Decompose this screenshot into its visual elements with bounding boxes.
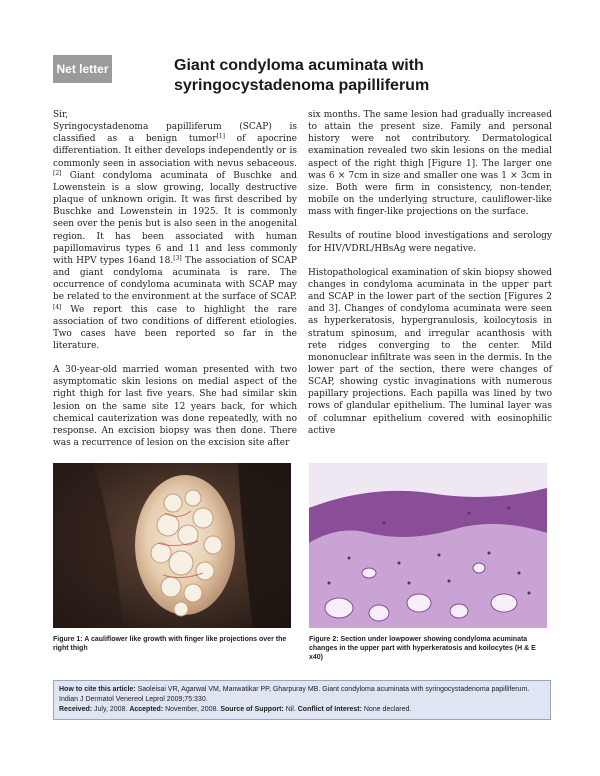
figure-2-caption: Figure 2: Section under lowpower showing condyloma acuminata changes in the upper part with hyperkeratosis and koilocytes (H & E x40) (309, 636, 536, 661)
support-label: Source of Support: (220, 706, 284, 713)
salutation: Sir, (53, 110, 69, 120)
received-date: July, 2008. (92, 706, 130, 713)
conflict-label: Conflict of Interest: (297, 706, 362, 713)
figure-2-histology (309, 463, 547, 628)
intro-text-e: We report this case to highlight the rare association of two conditions of different etiologies. Two cases have been reported so far in the literature. (53, 304, 297, 351)
labs-paragraph: Results of routine blood investigations and serology for HIV/VDRL/HBsAg were negative. (308, 231, 552, 254)
intro-text-a: Syringocystadenoma papilliferum (SCAP) is classified as a benign tumor (53, 122, 297, 145)
figure-1-caption: Figure 1: A cauliflower like growth with finger like projections over the right thigh (53, 636, 287, 652)
support-value: Nil. (283, 706, 298, 713)
article-type-badge: Net letter (53, 55, 112, 83)
histopathology-paragraph: Histopathological examination of skin biopsy showed changes in condyloma acuminata in the upper part and SCAP in the lower part of the section [Figures 2 and 3]. Changes of condyloma acuminata were seen as hyperkeratosis, hypergranulosis, koilocytosis in stratum spinosum, and irregular acanthosis with rete ridges converging to the center. Mild mononuclear infiltrate was seen in the dermis. In the lower part of the section, there were changes of SCAP, showing cystic invaginations with numerous papillary projections. Each papilla was lined by two rows of glandular epithelium. The luminal layer was of columnar epithelium covered with eosinophilic active (308, 267, 552, 436)
accepted-label: Accepted: (129, 706, 164, 713)
intro-paragraph (53, 121, 297, 352)
case-paragraph: A 30-year-old married woman presented with two asymptomatic skin lesions on medial aspect of the right thigh for last five years. She had similar skin lesion on the same site 12 years back, for which chemical cauterization was done repeatedly, with no response. An excision biopsy was then done. There was a recurrence of lesion on the excision site after (53, 365, 297, 449)
history-paragraph: six months. The same lesion had gradually increased to attain the present size. Family and personal history were not contributory. Dermatological examination revealed two skin lesions on the medial aspect of the right thigh [Figure 1]. The larger one was 6 × 7cm in size and smaller one was 1 × 3cm in size. Both were firm in consistency, non-tender, mobile on the underlying structure, cauliflower-like mass with finger-like projections on the surface. (308, 110, 552, 218)
intro-text-c: Giant condyloma acuminata of Buschke and Lowenstein is a slow growing, locally destructive plaque of unknown origin. It was first described by Buschke and Lowenstein in 1925. It is commonly seen over the penis but is also seen in the anogenital region. It has been associated with human papillomavirus types 6 and 11 and less commonly with HPV types 16and 18. (53, 170, 297, 266)
ref-2: [2] (53, 169, 62, 177)
title-line-1: Giant condyloma acuminata with (174, 57, 424, 74)
intro-text-b: of apocrine differentiation. It either develops independently or is commonly seen in association with nevus sebaceous. (53, 134, 297, 169)
article-title (174, 56, 534, 96)
figure-1-photo (53, 463, 291, 628)
left-text-column (53, 109, 297, 461)
ref-3: [3] (173, 254, 182, 262)
ref-1: [1] (216, 133, 226, 141)
conflict-value: None declared. (361, 706, 412, 713)
title-line-2: syringocystadenoma papilliferum (174, 77, 430, 94)
citation-text: Saoleisai VR, Agarwal VM, Manwatikar PP, Gharpuray MB. Giant condyloma acuminata with syringocystadenoma papilliferum. Indian J Dermatol Venereol Leprol 2009;75:330. (59, 686, 530, 703)
intro-text-d: The association of SCAP and giant condyloma acuminata is rare. The occurrence of condyloma acuminata with SCAP may be related to the environment at the surface of SCAP. (53, 255, 297, 303)
citation-box (53, 680, 551, 720)
ref-4: [4] (53, 303, 62, 311)
right-text-column (308, 109, 552, 449)
accepted-date: November, 2008. (163, 706, 221, 713)
citation-label: How to cite this article: (59, 686, 136, 693)
received-label: Received: (59, 706, 93, 713)
